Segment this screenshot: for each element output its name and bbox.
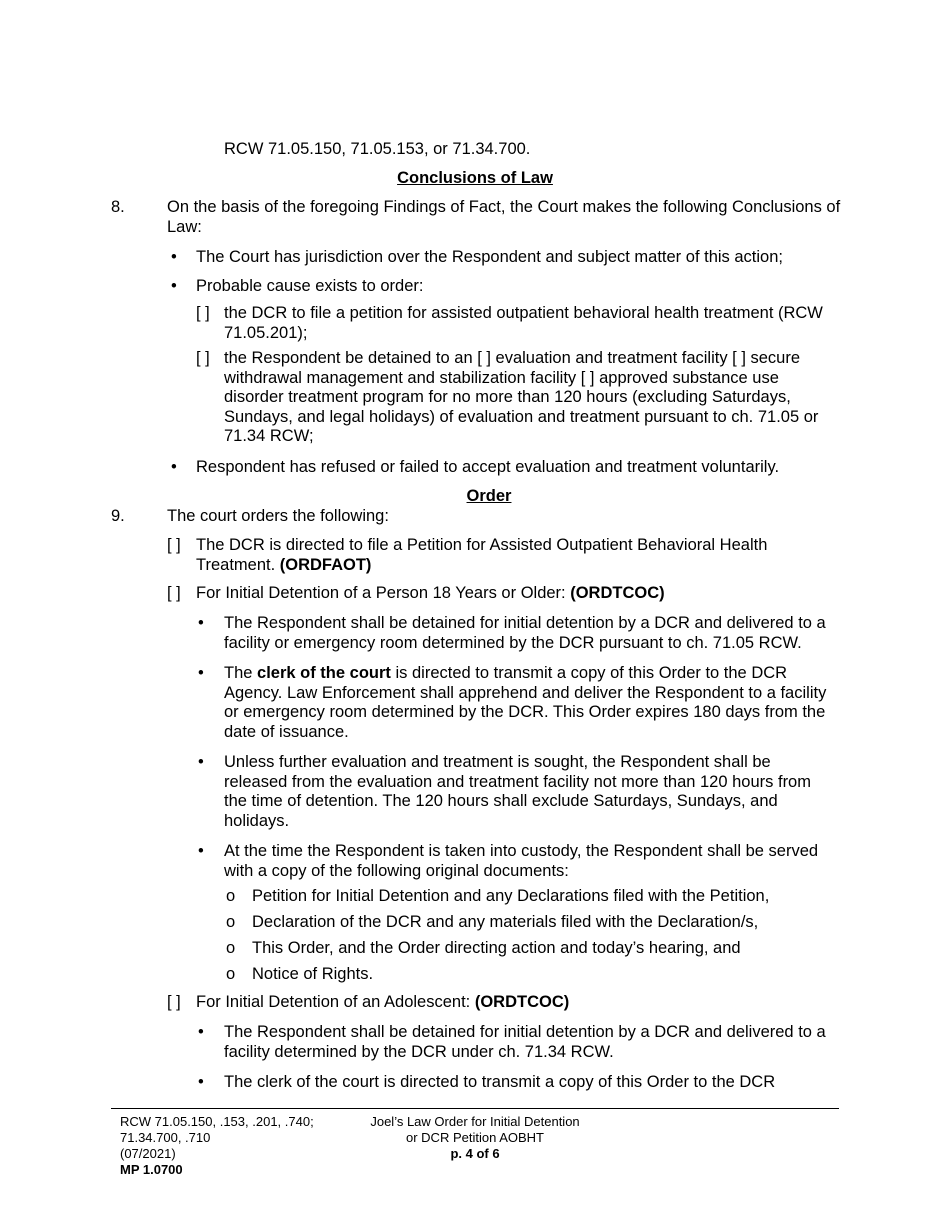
clerk-pre: The xyxy=(224,664,253,682)
clerk-post: is directed to transmit a copy of this Order to the DCR Agency. Law Enforcement shall apprehend and deliver the Respondent to a facility or emergency room determined by the DCR. This Order expires 180 days from the date of issuance. xyxy=(224,664,827,741)
footer-rcw-2: 71.34.700, .710 xyxy=(120,1130,211,1145)
footer-subtitle: or DCR Petition AOBHT xyxy=(406,1130,544,1145)
bullet-icon: • xyxy=(198,664,204,682)
ordtcoc-adult-label xyxy=(196,584,836,604)
bullet-icon: • xyxy=(198,1023,204,1041)
ordtcoc-adult-text: For Initial Detention of a Person 18 Years or Older: xyxy=(196,584,566,602)
bullet-icon: • xyxy=(171,248,177,266)
footer-center xyxy=(340,1114,610,1162)
footer-page-number: p. 4 of 6 xyxy=(450,1146,500,1161)
bullet-icon: • xyxy=(171,458,177,476)
item-8-intro: On the basis of the foregoing Findings of Fact, the Court makes the following Conclusions of Law: xyxy=(167,198,841,236)
checkbox-ordtcoc-adolescent[interactable]: [ ] xyxy=(167,993,181,1011)
top-line: RCW 71.05.150, 71.05.153, or 71.34.700. xyxy=(224,140,531,158)
ordtcoc-adolescent-code: (ORDTCOC) xyxy=(474,993,570,1011)
release-text: Unless further evaluation and treatment is sought, the Respondent shall be released from the evaluation and treatment facility not more than 120 hours from the time of detention. The 120 hours shall exclude Saturdays, Sundays, and holidays. xyxy=(224,753,811,830)
item-8-number: 8. xyxy=(111,198,125,216)
ordfaot-text: The DCR is directed to file a Petition for Assisted Outpatient Behavioral Health Treatment. xyxy=(196,536,768,574)
checkbox-detain-label: the Respondent be detained to an [ ] evaluation and treatment facility [ ] secure withdrawal management and stabilization facility [ ] approved substance use disorder treatment program for no more than 120 hours (excluding Saturdays, Sundays, and legal holidays) of evaluation and treatment pursuant to ch. 71.05 or 71.34 RCW; xyxy=(224,349,819,445)
clerk-transmit-text xyxy=(224,664,840,742)
checkbox-petition-aobht-label: the DCR to file a petition for assisted outpatient behavioral health treatment (RCW 71.05.201); xyxy=(224,304,823,342)
footer-form-number: MP 1.0700 xyxy=(120,1162,183,1177)
ordtcoc-adolescent-text: For Initial Detention of an Adolescent: xyxy=(196,993,471,1011)
bullet-icon: • xyxy=(198,753,204,771)
circle-bullet-icon: o xyxy=(226,965,236,983)
custody-text: At the time the Respondent is taken into custody, the Respondent shall be served with a copy of the following original documents: xyxy=(224,842,819,880)
adult-detention-text: The Respondent shall be detained for initial detention by a DCR and delivered to a facility or emergency room determined by the DCR pursuant to ch. 71.05 RCW. xyxy=(224,614,826,652)
circle-bullet-icon: o xyxy=(226,913,236,931)
sub-item: This Order, and the Order directing action and today’s hearing, and xyxy=(252,939,741,957)
bullet-icon: • xyxy=(198,1073,204,1091)
sub-item: Petition for Initial Detention and any Declarations filed with the Petition, xyxy=(252,887,770,905)
item-9-number: 9. xyxy=(111,507,125,525)
bullet-icon: • xyxy=(171,277,177,295)
ordtcoc-adolescent-label xyxy=(196,993,836,1013)
ordfaot-label xyxy=(196,536,806,575)
checkbox-petition-aobht[interactable]: [ ] xyxy=(196,304,210,322)
conclusions-heading: Conclusions of Law xyxy=(397,169,553,187)
circle-bullet-icon: o xyxy=(226,887,236,905)
sub-item: Notice of Rights. xyxy=(252,965,374,983)
footer-rule xyxy=(111,1108,839,1109)
jurisdiction-text: The Court has jurisdiction over the Respondent and subject matter of this action; xyxy=(196,248,783,266)
refused-text: Respondent has refused or failed to accept evaluation and treatment voluntarily. xyxy=(196,458,780,476)
adolescent-clerk-text: The clerk of the court is directed to transmit a copy of this Order to the DCR xyxy=(224,1073,776,1091)
ordfaot-code: (ORDFAOT) xyxy=(279,555,372,574)
footer-date: (07/2021) xyxy=(120,1146,176,1161)
checkbox-ordfaot[interactable]: [ ] xyxy=(167,536,181,554)
circle-bullet-icon: o xyxy=(226,939,236,957)
checkbox-ordtcoc-adult[interactable]: [ ] xyxy=(167,584,181,602)
bullet-icon: • xyxy=(198,614,204,632)
footer-left xyxy=(120,1114,314,1178)
order-heading: Order xyxy=(466,487,512,505)
probable-cause-text: Probable cause exists to order: xyxy=(196,277,424,295)
footer-rcw: RCW 71.05.150, .153, .201, .740; xyxy=(120,1114,314,1129)
clerk-bold: clerk of the court xyxy=(257,664,391,682)
ordtcoc-adult-code: (ORDTCOC) xyxy=(570,584,665,602)
sub-item: Declaration of the DCR and any materials filed with the Declaration/s, xyxy=(252,913,759,931)
item-9-intro: The court orders the following: xyxy=(167,507,389,525)
checkbox-detain[interactable]: [ ] xyxy=(196,349,210,367)
adolescent-detention-text: The Respondent shall be detained for initial detention by a DCR and delivered to a facility determined by the DCR under ch. 71.34 RCW. xyxy=(224,1023,826,1061)
bullet-icon: • xyxy=(198,842,204,860)
footer-title: Joel’s Law Order for Initial Detention xyxy=(370,1114,580,1129)
